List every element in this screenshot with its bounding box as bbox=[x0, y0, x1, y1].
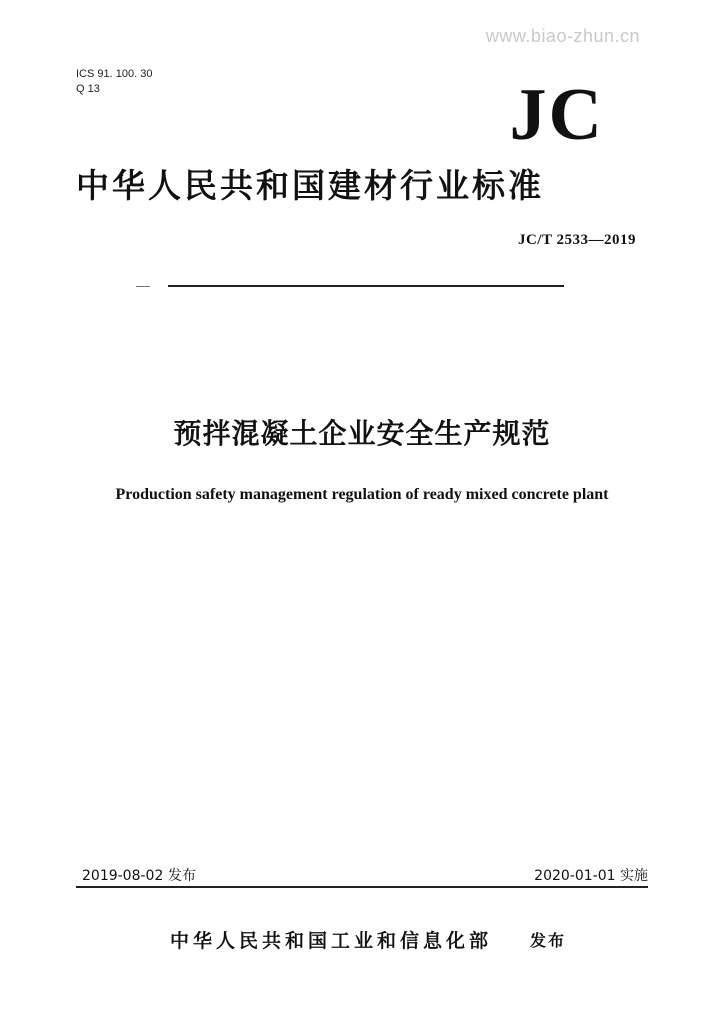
issue-date-block bbox=[82, 865, 196, 885]
standard-number: JC/T 2533—2019 bbox=[518, 232, 636, 248]
issue-label: 发布 bbox=[167, 868, 196, 884]
publisher-action: 发布 bbox=[530, 931, 567, 950]
bottom-divider bbox=[76, 886, 648, 888]
publisher-name: 中华人民共和国工业和信息化部 bbox=[170, 930, 493, 952]
implementation-label: 实施 bbox=[620, 868, 648, 884]
implementation-date: 2020-01-01 bbox=[534, 868, 616, 884]
ics-code: ICS 91. 100. 30 bbox=[76, 68, 153, 80]
classification-codes bbox=[76, 67, 152, 97]
standard-mark-logo: JC bbox=[509, 74, 604, 156]
watermark-url: www.biao-zhun.cn bbox=[485, 26, 640, 46]
document-title-en: Production safety management regulation of ready mixed concrete plant bbox=[115, 486, 609, 503]
divider-dash bbox=[136, 286, 150, 287]
implementation-date-block bbox=[534, 865, 648, 885]
top-divider bbox=[168, 285, 564, 287]
document-title-zh: 预拌混凝土企业安全生产规范 bbox=[173, 417, 551, 450]
issue-date: 2019-08-02 bbox=[82, 868, 164, 884]
ccs-code: Q 13 bbox=[76, 83, 100, 95]
standard-type-title: 中华人民共和国建材行业标准 bbox=[76, 166, 544, 205]
